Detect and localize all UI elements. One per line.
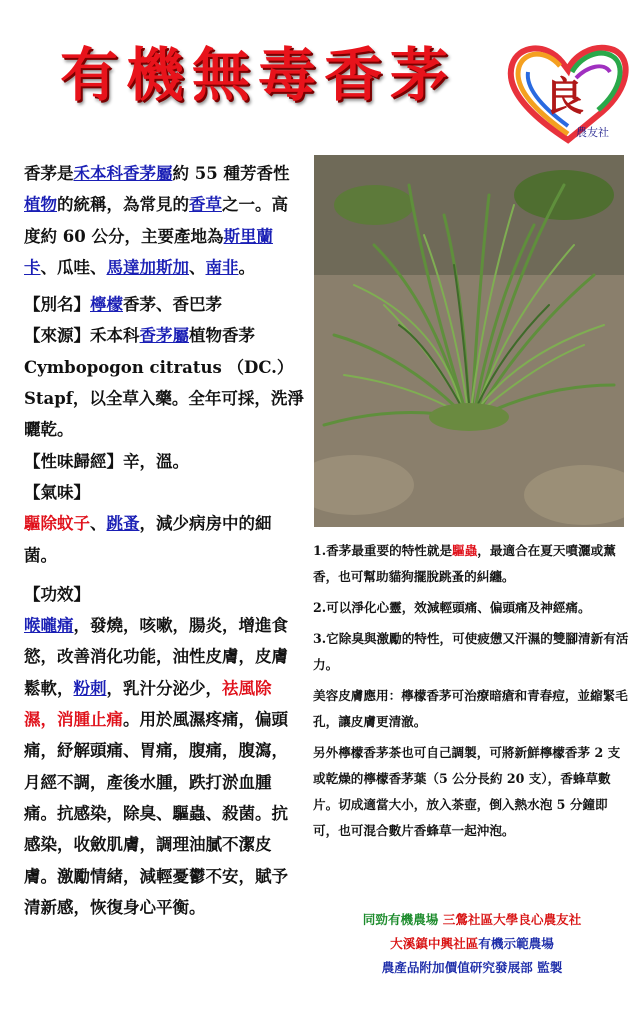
link-sri-lanka[interactable]: 斯里蘭卡 [24,226,273,277]
intro-paragraph [24,158,304,283]
intro-text-1: 香茅是 [24,164,74,183]
note-tea: 另外檸檬香茅茶也可自己調製，可將新鮮檸檬香茅 2 支或乾燥的檸檬香茅葉（5 公分長約 20 支），香蜂草數片。切成適當大小，放入茶壺，倒入熱水泡 5 分鐘即可，也可混合數片香蜂草一起沖泡。 [313,745,621,838]
alias-section [24,289,304,320]
link-south-africa[interactable]: 南非 [205,257,239,277]
note-beauty: 美容皮膚應用：檸檬香茅可治療暗瘡和青春痘，並縮緊毛孔，讓皮膚更清澈。 [313,688,628,729]
link-herb[interactable]: 香草 [189,195,222,215]
footer-farm: 同勁有機農場 [362,912,443,927]
effect-highlight: 祛風除濕，消腫止痛 [24,678,272,730]
alias-text: 香茅、香巴茅 [123,295,222,315]
alias-label: 【別名】 [24,295,90,315]
page-title: 有機無毒香茅 [60,41,457,109]
footer-club: 三鶯社區大學良心農友社 [442,912,582,927]
footer-line-1 [313,908,631,932]
link-plant[interactable]: 植物 [24,195,57,215]
qi-label: 【氣味】 [24,482,90,502]
effect-text-3: 。用於風濕疼痛，偏頭痛，紓解頭痛、胃痛，腹痛，腹瀉，月經不調，產後水腫，跌打淤血腫痛。抗感染，除臭、驅蟲、殺菌。抗感染，收斂肌膚，調理油膩不潔皮膚。激勵情緒，減輕憂鬱不安，賦予清新感，恢復身心平衡。 [24,710,288,917]
source-text: 植物香茅 Cymbopogon citratus （DC.）Stapf，以全草入藥。全年可採，洗淨曬乾。 [24,326,304,440]
note-3: 3.它除臭與激勵的特性，可使疲憊又汗濕的雙腳清新有活力。 [313,631,629,672]
logo-char: 良 [544,73,584,120]
footer-demo-farm: 有機示範農場 [478,936,554,951]
footer-credits [313,908,631,980]
qi-highlight: 驅除蚊子 [24,514,90,534]
heart-logo-icon [502,40,634,150]
link-flea[interactable]: 跳蚤 [106,514,140,534]
footer-line-3: 農產品附加價值研究發展部 監製 [381,960,563,975]
nature-section: 【性味歸經】辛，溫。 [24,451,189,471]
lemongrass-photo [314,155,624,527]
effect-label: 【功效】 [24,584,90,604]
source-section [24,320,304,445]
link-poaceae[interactable]: 禾本科香茅屬 [73,164,173,183]
intro-text-5: 、瓜哇、 [40,257,107,277]
footer-community: 大溪鎮中興社區 [390,936,479,951]
note-1-text-b: ，最適合在夏天噴灑或薰香，也可幫助貓狗擺脫跳蚤的糾纏。 [313,543,616,584]
note-1-text-a: 1.香茅最重要的特性就是 [313,543,453,558]
link-madagascar[interactable]: 馬達加斯加 [106,257,189,277]
heart-logo [502,40,634,150]
left-column [24,158,304,923]
link-lemon[interactable]: 檸檬 [90,295,123,315]
right-column [313,538,631,849]
intro-text-7: 。 [238,257,255,277]
qi-section [24,508,304,571]
note-2: 2.可以淨化心靈，效減輕頭痛、偏頭痛及神經痛。 [313,600,591,615]
qi-text: ，減少病房中的細菌。 [24,514,272,565]
intro-text-4: 之一。高度約 60 公分，主要產地為 [24,195,288,246]
link-sore-throat[interactable]: 喉嚨痛 [24,616,74,636]
effect-text-2: ，乳汁分泌少， [106,678,222,698]
source-label: 【來源】禾本科 [24,326,140,346]
effect-section [24,610,304,923]
intro-text-2: 約 55 種芳香性 [172,164,290,183]
link-acne[interactable]: 粉刺 [73,678,107,698]
intro-text-3: 的統稱，為常見的 [57,195,189,215]
link-genus[interactable]: 香茅屬 [139,326,189,346]
note-1-highlight: 驅蟲 [452,543,478,558]
footer-line-2 [313,932,631,956]
qi-separator: 、 [90,514,107,534]
effect-text-1: ，發燒，咳嗽，腸炎，增進食慾，改善消化功能，油性皮膚，皮膚鬆軟， [24,616,288,698]
intro-text-6: 、 [189,257,206,277]
logo-subtitle: 農友社 [576,126,609,139]
note-1 [313,538,631,590]
